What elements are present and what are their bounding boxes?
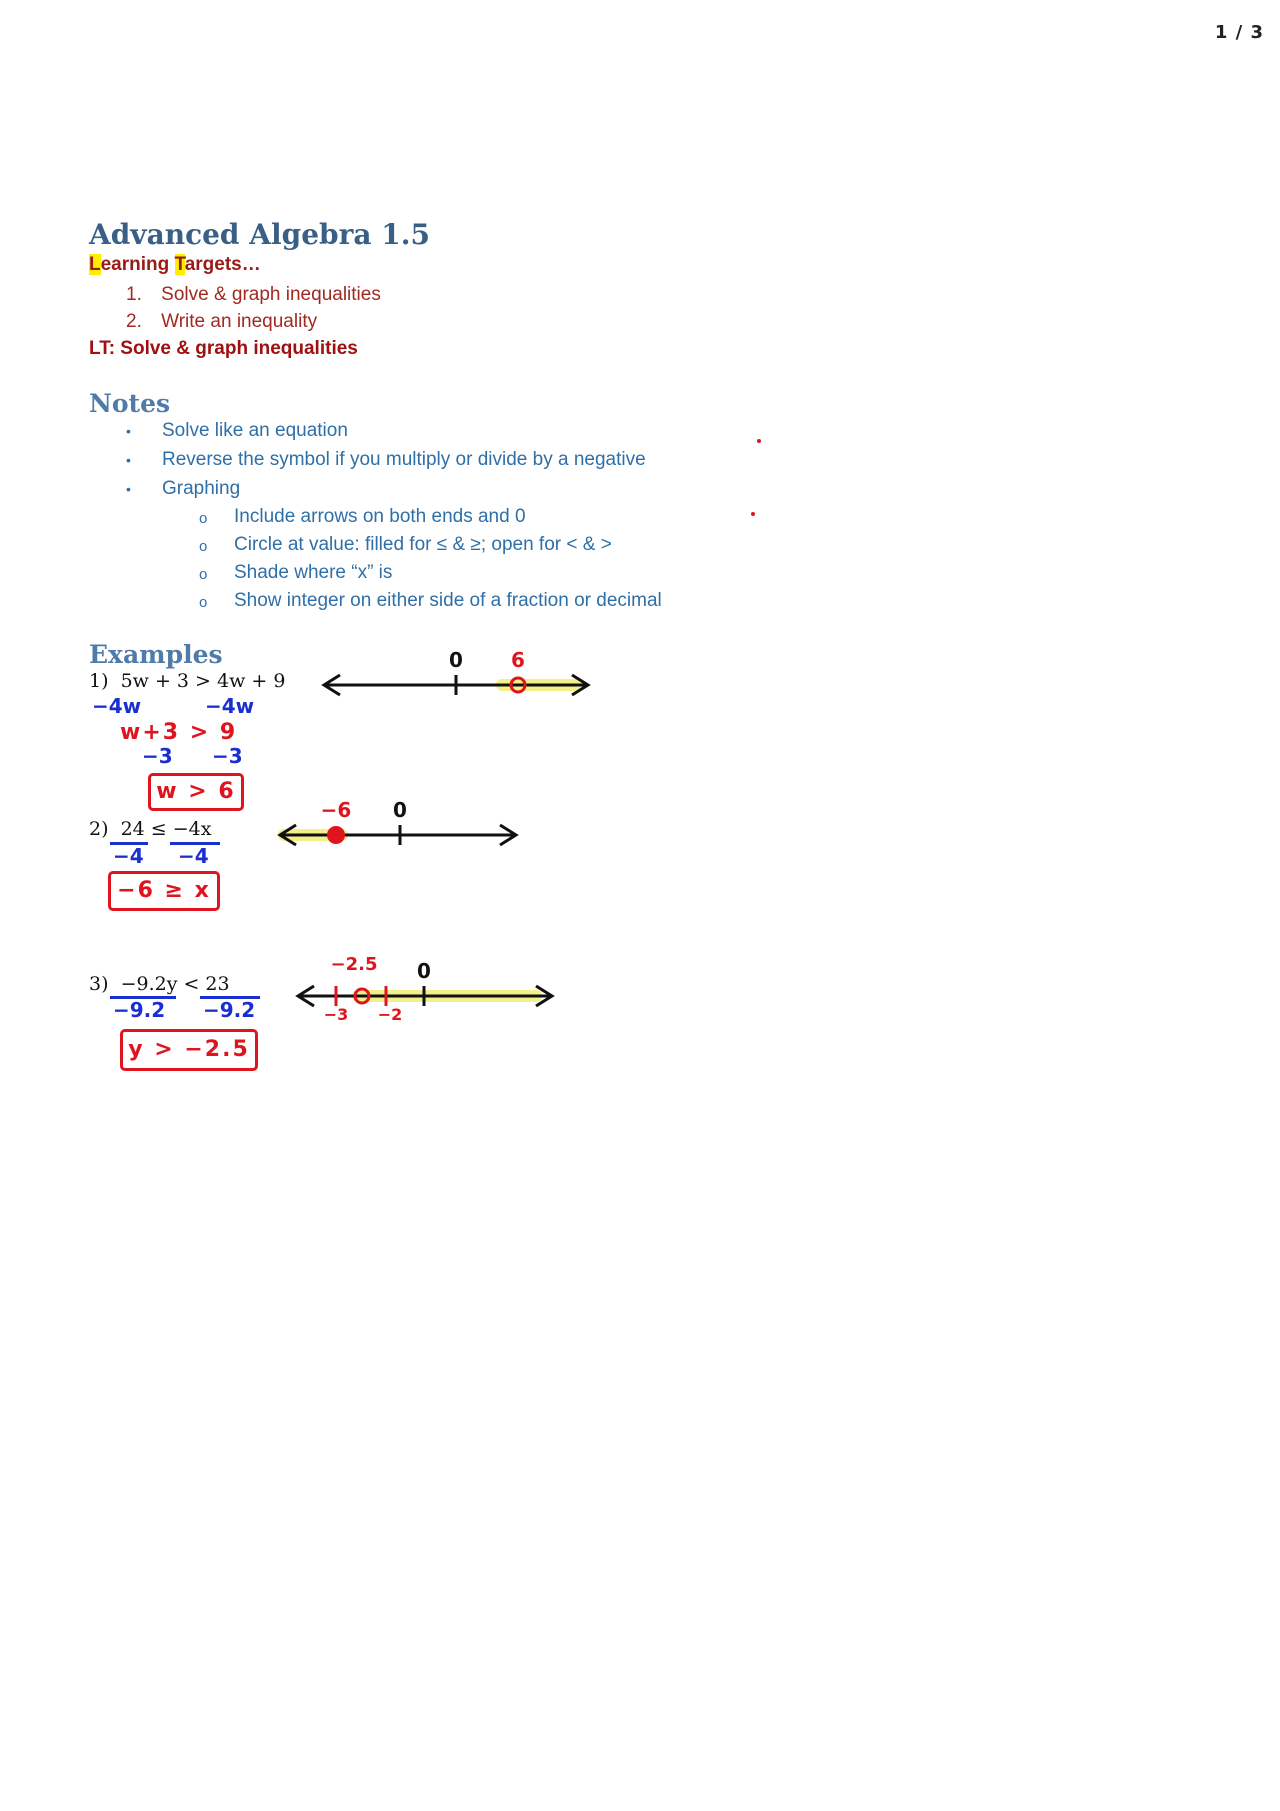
example-1-number-line — [310, 640, 600, 700]
value-label: −2.5 — [330, 954, 378, 975]
zero-label: 0 — [393, 798, 407, 822]
zero-label: 0 — [449, 648, 463, 672]
circle-bullet-icon: o — [199, 566, 208, 583]
note-subbullet-2: o Circle at value: filled for ≤ & ≥; open for < & > — [199, 534, 612, 555]
note-bullet-3: • Graphing — [126, 478, 241, 499]
example-3-number-line — [290, 950, 560, 1022]
value-label: 6 — [511, 648, 525, 672]
stray-ink-dot — [757, 439, 761, 443]
example-2-number-line — [270, 790, 530, 850]
example-1-equation: 1) 5w + 3 > 4w + 9 — [89, 670, 286, 692]
learning-targets-heading: Learning Targets… — [89, 254, 261, 275]
example-2-step1-left: −4 — [113, 844, 144, 868]
note-bullet-1: • Solve like an equation — [126, 420, 348, 441]
example-1-answer-box: w > 6 — [148, 773, 244, 811]
example-1-step1-left: −4w — [92, 694, 142, 718]
page-title: Advanced Algebra 1.5 — [89, 218, 430, 251]
filled-circle — [328, 827, 344, 843]
zero-label: 0 — [417, 959, 431, 983]
bullet-dot-icon: • — [126, 481, 131, 497]
note-bullet-2: • Reverse the symbol if you multiply or divide by a negative — [126, 449, 646, 470]
notes-heading: Notes — [89, 389, 171, 418]
bullet-dot-icon: • — [126, 423, 131, 439]
highlight-l: L — [89, 254, 101, 275]
example-3-step1-left: −9.2 — [113, 998, 166, 1022]
lt-statement: LT: Solve & graph inequalities — [89, 338, 358, 359]
target-item-1: 1. Solve & graph inequalities — [126, 284, 381, 305]
example-1-step1-right: −4w — [205, 694, 255, 718]
page-indicator: 1 / 3 — [1214, 22, 1264, 43]
target-item-2: 2. Write an inequality — [126, 311, 318, 332]
example-2-equation: 2) 24 ≤ −4x — [89, 818, 212, 840]
example-2-answer-box: −6 ≥ x — [108, 871, 220, 911]
note-subbullet-1: o Include arrows on both ends and 0 — [199, 506, 526, 527]
example-3-answer-box: y > −2.5 — [120, 1029, 258, 1071]
example-1-step2: w+3 > 9 — [120, 720, 238, 745]
value-label: −6 — [320, 798, 352, 822]
example-3-equation: 3) −9.2y < 23 — [89, 973, 230, 995]
example-1-step3-right: −3 — [212, 744, 243, 768]
example-1-step3-left: −3 — [142, 744, 173, 768]
left-integer-label: −3 — [323, 1005, 349, 1022]
circle-bullet-icon: o — [199, 510, 208, 527]
right-integer-label: −2 — [377, 1005, 403, 1022]
note-subbullet-3: o Shade where “x” is — [199, 562, 393, 583]
examples-heading: Examples — [89, 640, 223, 669]
example-3-step1-right: −9.2 — [203, 998, 256, 1022]
note-subbullet-4: o Show integer on either side of a fraction or decimal — [199, 590, 662, 611]
stray-ink-dot — [751, 512, 755, 516]
circle-bullet-icon: o — [199, 594, 208, 611]
highlight-t: T — [174, 254, 185, 275]
bullet-dot-icon: • — [126, 452, 131, 468]
example-2-step1-right: −4 — [178, 844, 209, 868]
circle-bullet-icon: o — [199, 538, 208, 555]
